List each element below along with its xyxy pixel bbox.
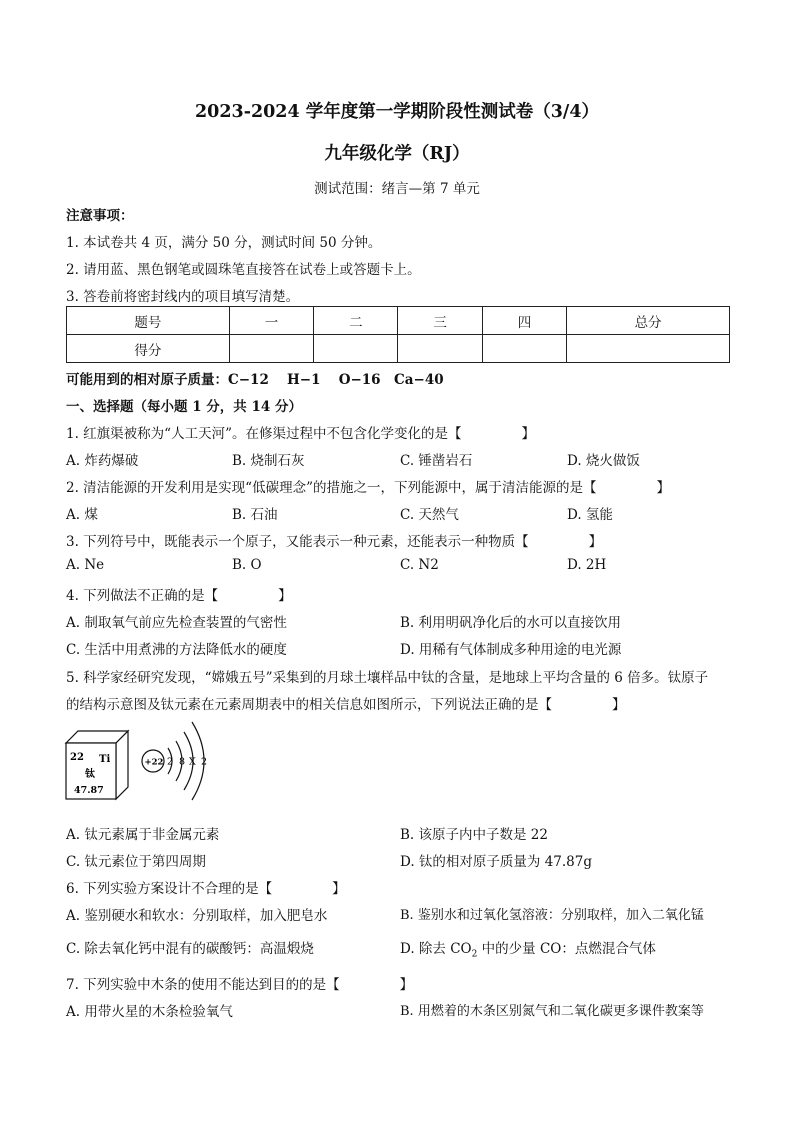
option-c: C. 钛元素位于第四周期 [66, 854, 206, 870]
option-a: A. 钛元素属于非金属元素 [66, 827, 220, 843]
bracket-close: 】 [656, 480, 670, 496]
page-title: 2023-2024 学年度第一学期阶段性测试卷（3/4） [194, 102, 599, 122]
option-b: B. 烧制石灰 [232, 453, 305, 469]
option-a: A. 炸药爆破 [66, 453, 139, 469]
question-text: 4. 下列做法不正确的是【 [66, 588, 219, 604]
question-stem-line1: 5. 科学家经研究发现，“嫦娥五号”采集到的月球土壤样品中钛的含量，是地球上平均含量的 6 倍多。钛原子 [66, 670, 709, 686]
option-b: B. 利用明矾净化后的水可以直接饮用 [400, 615, 622, 631]
option-a: A. 用带火星的木条检验氧气 [66, 1004, 233, 1020]
question-text: 3. 下列符号中，既能表示一个原子，又能表示一种元素，还能表示一种物质【 [66, 534, 529, 550]
question-stem [66, 877, 346, 897]
score-cell[interactable] [567, 335, 730, 363]
score-table-header-row [67, 307, 730, 335]
element-card-figure [62, 725, 132, 803]
bracket-close: 】 [278, 588, 292, 604]
score-header-cell: 三 [398, 307, 482, 335]
score-cell[interactable] [398, 335, 482, 363]
option-b: B. O [232, 557, 262, 573]
test-scope: 测试范围：绪言—第 7 单元 [314, 181, 480, 197]
shell-electrons: 8 [179, 756, 186, 768]
option-d [400, 937, 656, 960]
option-a: A. 煤 [66, 507, 98, 523]
option-d: D. 2H [567, 557, 607, 573]
option-c: C. 生活中用煮沸的方法降低水的硬度 [66, 642, 287, 658]
shell-electrons: 2 [201, 756, 208, 768]
score-table [66, 306, 730, 363]
option-c: C. 天然气 [400, 507, 459, 523]
option-b: B. 该原子内中子数是 22 [400, 827, 548, 843]
bracket-close: 】 [521, 426, 535, 442]
score-cell[interactable] [229, 335, 313, 363]
note-item: 3. 答卷前将密封线内的项目填写清楚。 [66, 289, 300, 305]
option-b: B. 鉴别水和过氧化氢溶液：分别取样，加入二氧化锰 [400, 908, 704, 923]
element-symbol: Ti [99, 754, 111, 765]
question-stem [66, 693, 626, 713]
atomic-mass-info: 可能用到的相对原子质量：C−12 H−1 O−16 Ca−40 [66, 372, 444, 388]
score-table-row [67, 335, 730, 363]
bracket-close: 】 [399, 977, 414, 993]
shell-electrons: 2 [167, 756, 174, 768]
page-subtitle: 九年级化学（RJ） [324, 144, 470, 164]
question-stem [66, 476, 670, 496]
shell-electrons: X [189, 756, 196, 768]
score-row-label: 得分 [67, 335, 230, 363]
section-heading: 一、选择题（每小题 1 分，共 14 分） [66, 399, 302, 415]
atom-structure-diagram [138, 716, 218, 806]
element-name: 钛 [85, 769, 95, 780]
score-cell[interactable] [482, 335, 566, 363]
option-b: B. 用燃着的木条区别氮气和二氧化碳更多课件教案等 [400, 1004, 704, 1019]
question-stem [66, 584, 292, 604]
option-a: A. Ne [66, 557, 105, 573]
score-header-cell: 一 [229, 307, 313, 335]
note-item: 2. 请用蓝、黑色钢笔或圆珠笔直接答在试卷上或答题卡上。 [66, 262, 421, 278]
score-header-cell: 二 [314, 307, 398, 335]
option-c: C. N2 [400, 557, 439, 573]
option-a: A. 鉴别硬水和软水：分别取样，加入肥皂水 [66, 908, 328, 924]
bracket-close: 】 [332, 881, 346, 897]
option-b: B. 石油 [232, 507, 278, 523]
score-header-cell: 总分 [567, 307, 730, 335]
score-header-cell: 四 [482, 307, 566, 335]
option-d-tail: 中的少量 CO：点燃混合气体 [477, 941, 656, 957]
element-number: 22 [70, 752, 84, 763]
question-text: 7. 下列实验中木条的使用不能达到目的的是【 [66, 977, 340, 993]
subscript: 2 [471, 949, 478, 960]
option-d-text: D. 除去 CO [400, 941, 472, 957]
note-item: 1. 本试卷共 4 页，满分 50 分，测试时间 50 分钟。 [66, 235, 382, 251]
option-d: D. 钛的相对原子质量为 47.87g [400, 854, 593, 870]
score-header-cell: 题号 [67, 307, 230, 335]
notes-heading: 注意事项： [66, 208, 134, 224]
card-side-face [116, 731, 128, 799]
question-stem [66, 973, 413, 993]
option-c: C. 锤凿岩石 [400, 453, 473, 469]
nucleus-charge: +22 [144, 757, 164, 768]
bracket-close: 】 [588, 534, 603, 550]
option-d: D. 烧火做饭 [567, 453, 640, 469]
question-text: 2. 清洁能源的开发利用是实现“低碳理念”的措施之一，下列能源中，属于清洁能源的是【 [66, 480, 597, 496]
question-text: 1. 红旗渠被称为“人工天河”。在修渠过程中不包含化学变化的是【 [66, 426, 462, 442]
option-d: D. 用稀有气体制成多种用途的电光源 [400, 642, 622, 658]
option-c: C. 除去氧化钙中混有的碳酸钙：高温煅烧 [66, 941, 314, 957]
score-cell[interactable] [314, 335, 398, 363]
option-d: D. 氢能 [567, 507, 613, 523]
question-text: 6. 下列实验方案设计不合理的是【 [66, 881, 273, 897]
option-a: A. 制取氧气前应先检查装置的气密性 [66, 615, 287, 631]
question-stem [66, 422, 535, 442]
question-text: 的结构示意图及钛元素在元素周期表中的相关信息如图所示，下列说法正确的是【 [66, 697, 552, 713]
question-stem [66, 530, 602, 550]
element-mass: 47.87 [74, 785, 104, 796]
bracket-close: 】 [612, 697, 626, 713]
